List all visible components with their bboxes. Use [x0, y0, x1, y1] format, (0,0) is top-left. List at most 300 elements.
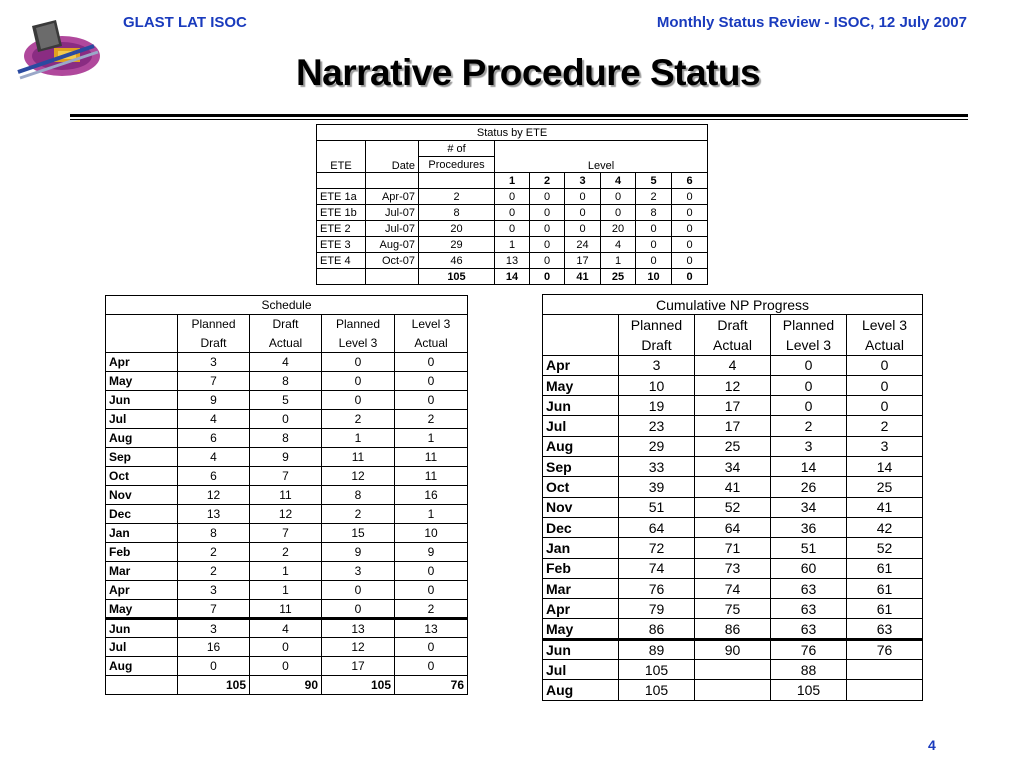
schedule-value-cell: 4 [250, 353, 322, 372]
cumulative-month-cell: Jul [543, 660, 619, 680]
cumulative-progress-table [542, 294, 923, 701]
schedule-value-cell: 16 [395, 486, 468, 505]
schedule-month-cell: Apr [106, 353, 178, 372]
cumulative-row [543, 517, 923, 537]
ete-level-cell: 0 [672, 253, 708, 269]
ete-level-cell: 0 [530, 253, 565, 269]
cumulative-value-cell: 23 [619, 416, 695, 436]
schedule-total: 105 [178, 676, 250, 695]
cumulative-value-cell: 71 [695, 538, 771, 558]
header-right-title: Monthly Status Review - ISOC, 12 July 2007 [656, 14, 967, 31]
schedule-value-cell: 8 [250, 372, 322, 391]
cumulative-value-cell: 52 [847, 538, 923, 558]
cumulative-value-cell: 36 [771, 517, 847, 537]
schedule-value-cell: 0 [395, 638, 468, 657]
cumulative-value-cell: 17 [695, 396, 771, 416]
cumulative-month-cell: Feb [543, 558, 619, 578]
schedule-row [106, 505, 468, 524]
schedule-row [106, 410, 468, 429]
ete-level-cell: 24 [565, 237, 601, 253]
ete-name-cell: ETE 2 [317, 221, 366, 237]
cumulative-row [543, 599, 923, 619]
schedule-value-cell: 0 [322, 391, 395, 410]
blank-cell [317, 173, 366, 189]
schedule-value-cell: 7 [250, 524, 322, 543]
cumulative-row [543, 375, 923, 395]
schedule-value-cell: 11 [395, 448, 468, 467]
schedule-value-cell: 13 [322, 619, 395, 638]
cumulative-value-cell: 29 [619, 436, 695, 456]
ete-row [317, 189, 708, 205]
ete-name-cell: ETE 3 [317, 237, 366, 253]
cumulative-value-cell: 89 [619, 639, 695, 659]
level-number: 5 [636, 173, 672, 189]
level-number: 6 [672, 173, 708, 189]
schedule-month-cell: Dec [106, 505, 178, 524]
cumulative-month-cell: Nov [543, 497, 619, 517]
schedule-value-cell: 13 [395, 619, 468, 638]
cumulative-value-cell: 0 [847, 375, 923, 395]
schedule-title-row [106, 296, 468, 315]
schedule-value-cell: 0 [322, 353, 395, 372]
cumulative-value-cell: 0 [847, 355, 923, 375]
status-by-ete-table [316, 124, 708, 285]
blank-cell [543, 315, 619, 356]
schedule-value-cell: 11 [322, 448, 395, 467]
cumulative-value-cell [847, 680, 923, 700]
ete-total-row [317, 269, 708, 285]
cumulative-value-cell: 60 [771, 558, 847, 578]
cumulative-value-cell: 2 [847, 416, 923, 436]
cumulative-value-cell: 14 [847, 457, 923, 477]
ete-level-cell: 0 [530, 221, 565, 237]
blank-cell [419, 173, 495, 189]
schedule-month-cell: Jun [106, 391, 178, 410]
schedule-value-cell: 9 [250, 448, 322, 467]
schedule-month-cell: Jan [106, 524, 178, 543]
schedule-title: Schedule [106, 296, 468, 315]
cumulative-value-cell: 0 [771, 375, 847, 395]
schedule-month-cell: Aug [106, 429, 178, 448]
cumulative-row [543, 436, 923, 456]
cumulative-col-header: Planned [619, 315, 695, 335]
cumulative-month-cell: Jul [543, 416, 619, 436]
num-procedures-header-b: Procedures [419, 157, 495, 173]
ete-procedures-cell: 2 [419, 189, 495, 205]
ete-row [317, 221, 708, 237]
ete-date-cell: Jul-07 [366, 205, 419, 221]
schedule-row [106, 429, 468, 448]
cumulative-row [543, 639, 923, 659]
cumulative-value-cell: 12 [695, 375, 771, 395]
ete-row [317, 237, 708, 253]
schedule-month-cell: May [106, 600, 178, 619]
schedule-value-cell: 3 [178, 353, 250, 372]
schedule-row [106, 391, 468, 410]
cumulative-value-cell: 41 [695, 477, 771, 497]
cumulative-col-header: Actual [695, 335, 771, 355]
cumulative-col-header: Level 3 [847, 315, 923, 335]
cumulative-value-cell: 26 [771, 477, 847, 497]
ete-level-cell: 0 [636, 237, 672, 253]
blank-cell [366, 173, 419, 189]
cumulative-col-header: Planned [771, 315, 847, 335]
cumulative-month-cell: Aug [543, 436, 619, 456]
cumulative-month-cell: Aug [543, 680, 619, 700]
ete-row [317, 205, 708, 221]
cumulative-value-cell: 17 [695, 416, 771, 436]
ete-table-title: Status by ETE [317, 125, 708, 141]
schedule-total: 90 [250, 676, 322, 695]
schedule-value-cell: 2 [178, 562, 250, 581]
schedule-value-cell: 2 [322, 410, 395, 429]
schedule-row [106, 372, 468, 391]
ete-total-level: 41 [565, 269, 601, 285]
cumulative-value-cell: 0 [847, 396, 923, 416]
level-number: 1 [495, 173, 530, 189]
cumulative-row [543, 660, 923, 680]
cumulative-month-cell: May [543, 619, 619, 639]
schedule-value-cell: 12 [250, 505, 322, 524]
schedule-month-cell: Apr [106, 581, 178, 600]
ete-levels-row [317, 173, 708, 189]
cumulative-row [543, 477, 923, 497]
schedule-value-cell: 3 [178, 581, 250, 600]
schedule-value-cell: 0 [250, 657, 322, 676]
schedule-value-cell: 1 [250, 581, 322, 600]
schedule-value-cell: 4 [178, 448, 250, 467]
schedule-value-cell: 3 [322, 562, 395, 581]
schedule-month-cell: Aug [106, 657, 178, 676]
cumulative-col-header: Draft [619, 335, 695, 355]
schedule-row [106, 486, 468, 505]
schedule-value-cell: 8 [322, 486, 395, 505]
cumulative-month-cell: Apr [543, 599, 619, 619]
ete-date-cell: Jul-07 [366, 221, 419, 237]
ete-level-cell: 0 [530, 237, 565, 253]
schedule-value-cell: 7 [250, 467, 322, 486]
schedule-month-cell: Nov [106, 486, 178, 505]
cumulative-value-cell: 105 [619, 680, 695, 700]
cumulative-value-cell: 0 [771, 396, 847, 416]
schedule-value-cell: 0 [395, 391, 468, 410]
cumulative-value-cell: 3 [847, 436, 923, 456]
schedule-row [106, 543, 468, 562]
schedule-value-cell: 1 [395, 429, 468, 448]
schedule-value-cell: 17 [322, 657, 395, 676]
schedule-value-cell: 8 [250, 429, 322, 448]
ete-level-cell: 0 [565, 205, 601, 221]
cumulative-value-cell: 63 [771, 619, 847, 639]
blank-cell [106, 676, 178, 695]
schedule-col-header: Draft [250, 315, 322, 334]
schedule-col-header: Draft [178, 334, 250, 353]
schedule-month-cell: Oct [106, 467, 178, 486]
schedule-total: 105 [322, 676, 395, 695]
schedule-col-header: Actual [395, 334, 468, 353]
cumulative-title-row [543, 295, 923, 315]
ete-level-cell: 0 [672, 237, 708, 253]
cumulative-row [543, 619, 923, 639]
schedule-row [106, 600, 468, 619]
schedule-row [106, 619, 468, 638]
ete-level-cell: 0 [565, 221, 601, 237]
schedule-value-cell: 0 [395, 657, 468, 676]
num-procedures-header-a: # of [419, 141, 495, 157]
ete-row [317, 253, 708, 269]
cumulative-month-cell: Oct [543, 477, 619, 497]
ete-level-cell: 1 [601, 253, 636, 269]
blank-cell [317, 269, 366, 285]
schedule-month-cell: May [106, 372, 178, 391]
cumulative-value-cell: 105 [619, 660, 695, 680]
cumulative-value-cell: 63 [771, 578, 847, 598]
cumulative-value-cell: 88 [771, 660, 847, 680]
ete-date-cell: Oct-07 [366, 253, 419, 269]
schedule-value-cell: 11 [250, 486, 322, 505]
ete-date-cell: Apr-07 [366, 189, 419, 205]
schedule-value-cell: 0 [395, 372, 468, 391]
date-col-header: Date [366, 141, 419, 173]
cumulative-value-cell: 90 [695, 639, 771, 659]
schedule-row [106, 467, 468, 486]
ete-name-cell: ETE 4 [317, 253, 366, 269]
schedule-value-cell: 11 [395, 467, 468, 486]
schedule-value-cell: 5 [250, 391, 322, 410]
ete-level-cell: 0 [601, 205, 636, 221]
ete-header-row-1 [317, 141, 708, 157]
schedule-value-cell: 3 [178, 619, 250, 638]
ete-level-cell: 0 [495, 205, 530, 221]
cumulative-value-cell: 4 [695, 355, 771, 375]
schedule-value-cell: 1 [395, 505, 468, 524]
schedule-value-cell: 2 [322, 505, 395, 524]
schedule-value-cell: 0 [178, 657, 250, 676]
ete-level-cell: 20 [601, 221, 636, 237]
ete-date-cell: Aug-07 [366, 237, 419, 253]
schedule-month-cell: Jun [106, 619, 178, 638]
schedule-value-cell: 0 [322, 581, 395, 600]
level-number: 3 [565, 173, 601, 189]
ete-level-cell: 4 [601, 237, 636, 253]
ete-level-cell: 0 [530, 189, 565, 205]
cumulative-month-cell: Apr [543, 355, 619, 375]
cumulative-value-cell: 34 [771, 497, 847, 517]
cumulative-value-cell: 41 [847, 497, 923, 517]
cumulative-row [543, 558, 923, 578]
ete-name-cell: ETE 1a [317, 189, 366, 205]
cumulative-value-cell: 34 [695, 457, 771, 477]
schedule-total: 76 [395, 676, 468, 695]
schedule-value-cell: 0 [395, 581, 468, 600]
schedule-value-cell: 15 [322, 524, 395, 543]
cumulative-value-cell [847, 660, 923, 680]
schedule-value-cell: 2 [395, 600, 468, 619]
schedule-value-cell: 9 [178, 391, 250, 410]
ete-procedures-cell: 29 [419, 237, 495, 253]
cumulative-value-cell: 51 [771, 538, 847, 558]
schedule-value-cell: 9 [322, 543, 395, 562]
cumulative-month-cell: Mar [543, 578, 619, 598]
cumulative-month-cell: Jun [543, 639, 619, 659]
cumulative-month-cell: May [543, 375, 619, 395]
cumulative-value-cell: 63 [847, 619, 923, 639]
cumulative-value-cell: 63 [771, 599, 847, 619]
cumulative-month-cell: Jun [543, 396, 619, 416]
ete-name-cell: ETE 1b [317, 205, 366, 221]
ete-procedures-cell: 20 [419, 221, 495, 237]
schedule-value-cell: 0 [395, 562, 468, 581]
ete-level-cell: 17 [565, 253, 601, 269]
schedule-value-cell: 0 [250, 410, 322, 429]
cumulative-value-cell: 76 [771, 639, 847, 659]
level-number: 4 [601, 173, 636, 189]
schedule-value-cell: 0 [322, 600, 395, 619]
schedule-header-row-1 [106, 315, 468, 334]
cumulative-month-cell: Sep [543, 457, 619, 477]
ete-total-procedures: 105 [419, 269, 495, 285]
schedule-month-cell: Feb [106, 543, 178, 562]
schedule-value-cell: 13 [178, 505, 250, 524]
level-header: Level [495, 141, 708, 173]
schedule-value-cell: 7 [178, 600, 250, 619]
cumulative-col-header: Level 3 [771, 335, 847, 355]
schedule-row [106, 524, 468, 543]
cumulative-value-cell [695, 680, 771, 700]
schedule-row [106, 353, 468, 372]
cumulative-row [543, 538, 923, 558]
cumulative-col-header: Actual [847, 335, 923, 355]
schedule-value-cell: 2 [178, 543, 250, 562]
cumulative-header-row-1 [543, 315, 923, 335]
page-number: 4 [928, 737, 936, 753]
schedule-value-cell: 10 [395, 524, 468, 543]
schedule-value-cell: 0 [250, 638, 322, 657]
cumulative-value-cell: 61 [847, 558, 923, 578]
schedule-value-cell: 2 [250, 543, 322, 562]
cumulative-value-cell: 73 [695, 558, 771, 578]
ete-level-cell: 0 [601, 189, 636, 205]
schedule-value-cell: 8 [178, 524, 250, 543]
blank-cell [106, 315, 178, 353]
schedule-col-header: Level 3 [322, 334, 395, 353]
schedule-col-header: Planned [178, 315, 250, 334]
schedule-value-cell: 12 [322, 638, 395, 657]
blank-cell [366, 269, 419, 285]
cumulative-row [543, 497, 923, 517]
schedule-col-header: Actual [250, 334, 322, 353]
schedule-table [105, 295, 468, 695]
cumulative-value-cell: 33 [619, 457, 695, 477]
cumulative-value-cell: 72 [619, 538, 695, 558]
schedule-month-cell: Sep [106, 448, 178, 467]
cumulative-value-cell: 61 [847, 578, 923, 598]
cumulative-value-cell: 64 [695, 517, 771, 537]
cumulative-value-cell: 86 [695, 619, 771, 639]
schedule-value-cell: 7 [178, 372, 250, 391]
cumulative-value-cell: 74 [695, 578, 771, 598]
ete-col-header: ETE [317, 141, 366, 173]
page-title: Narrative Procedure Status [295, 52, 761, 93]
ete-total-level: 14 [495, 269, 530, 285]
schedule-row [106, 638, 468, 657]
schedule-month-cell: Jul [106, 410, 178, 429]
title-rule-thick [70, 114, 968, 117]
ete-procedures-cell: 46 [419, 253, 495, 269]
ete-level-cell: 0 [672, 205, 708, 221]
schedule-month-cell: Jul [106, 638, 178, 657]
cumulative-value-cell: 52 [695, 497, 771, 517]
cumulative-value-cell: 19 [619, 396, 695, 416]
cumulative-value-cell: 42 [847, 517, 923, 537]
schedule-value-cell: 0 [395, 353, 468, 372]
cumulative-value-cell: 64 [619, 517, 695, 537]
ete-level-cell: 1 [495, 237, 530, 253]
cumulative-row [543, 355, 923, 375]
cumulative-value-cell: 51 [619, 497, 695, 517]
cumulative-month-cell: Dec [543, 517, 619, 537]
cumulative-value-cell: 76 [619, 578, 695, 598]
schedule-row [106, 448, 468, 467]
schedule-row [106, 581, 468, 600]
schedule-value-cell: 1 [322, 429, 395, 448]
schedule-value-cell: 2 [395, 410, 468, 429]
ete-level-cell: 8 [636, 205, 672, 221]
schedule-row [106, 562, 468, 581]
schedule-value-cell: 6 [178, 467, 250, 486]
cumulative-value-cell: 79 [619, 599, 695, 619]
ete-level-cell: 0 [636, 221, 672, 237]
ete-level-cell: 0 [530, 205, 565, 221]
cumulative-row [543, 396, 923, 416]
schedule-total-row [106, 676, 468, 695]
cumulative-title: Cumulative NP Progress [543, 295, 923, 315]
header-left-title: GLAST LAT ISOC [123, 14, 247, 31]
cumulative-value-cell: 76 [847, 639, 923, 659]
ete-total-level: 0 [672, 269, 708, 285]
schedule-value-cell: 1 [250, 562, 322, 581]
level-number: 2 [530, 173, 565, 189]
title-rule-thin [70, 119, 968, 120]
cumulative-row [543, 416, 923, 436]
cumulative-value-cell: 0 [771, 355, 847, 375]
cumulative-value-cell: 61 [847, 599, 923, 619]
ete-level-cell: 0 [565, 189, 601, 205]
schedule-value-cell: 0 [322, 372, 395, 391]
ete-total-level: 10 [636, 269, 672, 285]
schedule-value-cell: 6 [178, 429, 250, 448]
schedule-value-cell: 12 [322, 467, 395, 486]
ete-procedures-cell: 8 [419, 205, 495, 221]
schedule-row [106, 657, 468, 676]
cumulative-row [543, 457, 923, 477]
cumulative-col-header: Draft [695, 315, 771, 335]
cumulative-value-cell: 86 [619, 619, 695, 639]
schedule-value-cell: 9 [395, 543, 468, 562]
cumulative-month-cell: Jan [543, 538, 619, 558]
schedule-col-header: Planned [322, 315, 395, 334]
cumulative-value-cell [695, 660, 771, 680]
ete-level-cell: 0 [672, 189, 708, 205]
ete-level-cell: 0 [495, 221, 530, 237]
schedule-value-cell: 4 [250, 619, 322, 638]
cumulative-value-cell: 74 [619, 558, 695, 578]
cumulative-value-cell: 3 [771, 436, 847, 456]
ete-level-cell: 13 [495, 253, 530, 269]
schedule-value-cell: 11 [250, 600, 322, 619]
cumulative-value-cell: 3 [619, 355, 695, 375]
ete-total-level: 25 [601, 269, 636, 285]
